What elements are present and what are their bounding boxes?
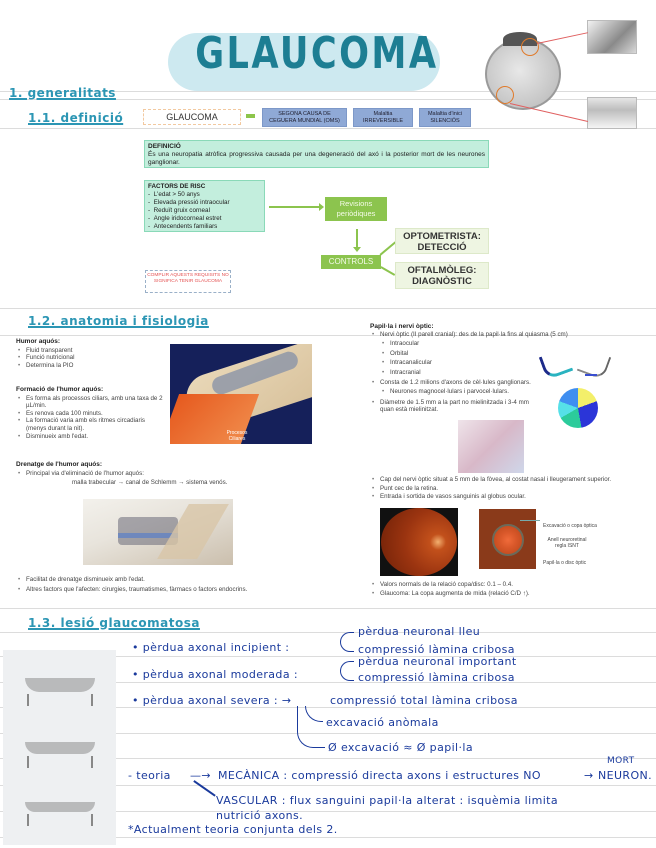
- ruled-line: [0, 128, 656, 129]
- angle-highlight-ring: [521, 38, 539, 56]
- arrow-icon: →: [584, 769, 594, 782]
- theory-vascular-1: VASCULAR : flux sanguini papil·la alterat : isquèmia limita: [216, 794, 559, 807]
- theory-label: - teoria: [128, 769, 171, 782]
- papilla-end: [370, 581, 640, 597]
- disc-label-rim: Anell neuroretinal regla ISNT: [547, 537, 587, 549]
- drenatge-block: Drenatge de l'humor aquós: • Principal via d'eliminació de l'humor aquós: malla trabecular → canal de Schlemm → sistema venós.: [16, 461, 291, 487]
- papilla-mid: [370, 476, 640, 501]
- arrow-icon: —→: [190, 769, 212, 782]
- controls-box: CONTROLS: [321, 255, 381, 269]
- theory-vascular-2: nutrició axons.: [216, 809, 304, 822]
- list-item: • Facilitat de drenatge disminueix amb l'edat.: [16, 576, 316, 584]
- section-heading-generalitats: 1. generalitats: [9, 86, 116, 100]
- lesion-row-severa: • pèrdua axonal severa : →: [132, 694, 292, 707]
- list-item: • Determina la PIO: [16, 362, 166, 370]
- papilla-block: Papil·la i nervi òptic: • Nervi òptic (II parell cranial): des de la papil·la fins al quiasma (5 cm) • Intraocular • Orbital • Intracanalicular • Intracranial • Consta de 1.2 milions d'axons de cèl·lules ganglionars. • Neurones magnocel·lulars i parvocel·lulars. • Diàmetre de 1.5 mm a la part no mielinitzada i 3-4 mm quan està mielinitzat.: [370, 323, 570, 414]
- optic-nerve-highlight-ring: [496, 86, 514, 104]
- risk-factors-title: FACTORS DE RISC: [148, 183, 206, 190]
- lamina-cribrosa-stages-illustration: [3, 650, 116, 845]
- equals-symbol: [246, 114, 255, 118]
- arrow-head-icon: [353, 247, 361, 252]
- trait-box-blindness: SEGONA CAUSA DE CEGUERA MUNDIAL (OMS): [262, 108, 347, 127]
- glaucoma-term-box: GLAUCOMA: [143, 109, 241, 125]
- arrow-head-icon: [319, 203, 324, 211]
- optic-nerve-fiber-pie: [558, 388, 598, 428]
- trabecular-meshwork-illustration: [83, 499, 233, 565]
- revisions-box: Revisions periòdiques: [325, 197, 387, 221]
- branch-text: compressió làmina cribosa: [358, 671, 515, 684]
- list-item: • Neurones magnocel·lulars i parvocel·lulars.: [370, 388, 570, 396]
- angle-detail-image: [587, 20, 637, 54]
- trait-box-irreversible: Malaltia IRREVERSIBLE: [353, 108, 413, 127]
- humor-aquos-block: Humor aquós: • Fluid transparent • Funció nutricional • Determina la PIO: [16, 338, 166, 369]
- optic-nerve-illustration: [458, 420, 524, 473]
- branch-text: Ø excavació ≈ Ø papil·la: [328, 741, 473, 754]
- definition-title: DEFINICIÓ: [148, 143, 181, 150]
- theory-note: *Actualment teoria conjunta dels 2.: [128, 823, 338, 836]
- branch-brace: [340, 661, 354, 681]
- branch-text: compressió làmina cribosa: [358, 643, 515, 656]
- definition-text: És una neuropatia atròfica progressiva causada per una degeneració del axó i la posterior mort de les neurones ganglionar.: [148, 151, 485, 166]
- formacio-block: Formació de l'humor aquós: • Es forma als processos ciliars, amb una taxa de 2 µL/min. • Es renova cada 100 minuts. • La formació varia amb els ritmes circadiaris (menys durant la nit). • Disminueix amb l'edat.: [16, 386, 164, 440]
- optic-disc-photo: [479, 509, 536, 569]
- branch-text: pèrdua neuronal important: [358, 655, 517, 668]
- list-item: • Diàmetre de 1.5 mm a la part no mielinitzada i 3-4 mm quan està mielinitzat.: [370, 399, 530, 414]
- list-item: • Cap del nervi òptic situat a 5 mm de la fòvea, al costat nasal i lleugerament superior.: [370, 476, 640, 484]
- list-item: • Intracanalicular: [370, 359, 570, 367]
- risk-factor-item: - Antecendents familiars: [148, 223, 218, 230]
- lesion-row-moderada: • pèrdua axonal moderada :: [132, 668, 298, 681]
- list-item: • Altres factors que l'afecten: cirurgies, traumatismes, fàrmacs o factors endocrins.: [16, 586, 316, 594]
- list-item: • Entrada i sortida de vasos sanguinis al globus ocular.: [370, 493, 640, 501]
- list-item: • Funció nutricional: [16, 354, 166, 362]
- risk-factor-item: - Elevada pressió intraocular: [148, 199, 230, 206]
- disc-label-cup: Excavació o copa òptica: [543, 523, 597, 529]
- risk-factor-item: - Reduït gruix corneal: [148, 207, 210, 214]
- list-item: • La formació varia amb els ritmes circadiaris (menys durant la nit).: [16, 417, 164, 432]
- branch-line: [380, 241, 396, 255]
- list-item: • Es renova cada 100 minuts.: [16, 410, 164, 418]
- legend-swatch: [585, 374, 597, 376]
- drainage-path: malla trabecular → canal de Schlemm → sistema venós.: [72, 479, 228, 487]
- disc-label-disc: Papil·la o disc òptic: [543, 560, 587, 566]
- list-item: • Punt cec de la retina.: [370, 485, 640, 493]
- risk-factor-item: - Angle iridocorneal estret: [148, 215, 222, 222]
- list-item: • Glaucoma: La copa augmenta de mida (relació C/D ↑).: [370, 590, 640, 598]
- optic-nerve-detail-image: [587, 97, 637, 129]
- section-heading-definicio: 1.1. definició: [28, 111, 124, 125]
- ophthalmologist-box: OFTALMÒLEG: DIAGNÒSTIC: [395, 262, 489, 289]
- list-item: • Orbital: [370, 350, 570, 358]
- list-item: • Fluid transparent: [16, 347, 166, 355]
- branch-curve: [297, 706, 325, 748]
- risk-factors-box: [144, 180, 265, 232]
- lesion-row-incipient: • pèrdua axonal incipient :: [132, 641, 290, 654]
- branch-line: [381, 266, 396, 275]
- theory-mechanical: MECÀNICA : compressió directa axons i estructures NO: [218, 769, 541, 782]
- optometrist-box: OPTOMETRISTA: DETECCIÓ: [395, 228, 489, 254]
- arrow-to-revisions: [269, 206, 321, 208]
- ruled-line: [0, 308, 656, 309]
- branch-text: compressió total làmina cribosa: [330, 694, 518, 707]
- risk-factor-item: - L'edat > 50 anys: [148, 191, 200, 198]
- list-item: • Nervi òptic (II parell cranial): des de la papil·la fins al quiasma (5 cm): [370, 331, 600, 339]
- ruled-line: [0, 632, 656, 633]
- arrow-to-controls: [356, 229, 358, 249]
- section-heading-lesio: 1.3. lesió glaucomatosa: [28, 616, 200, 630]
- page-title: GLAUCOMA: [195, 28, 439, 79]
- definition-box: [144, 140, 489, 168]
- connector-line: [537, 32, 588, 44]
- list-item: • Consta de 1.2 milions d'axons de cèl·lules ganglionars.: [370, 379, 570, 387]
- theory-neuron: NEURON.: [598, 769, 653, 782]
- section-heading-anatomia: 1.2. anatomia i fisiologia: [28, 314, 209, 328]
- list-item: • Principal via d'eliminació de l'humor aquós:: [16, 470, 291, 478]
- list-item: • Intraocular: [370, 340, 570, 348]
- list-item: • Es forma als processos ciliars, amb una taxa de 2 µL/min.: [16, 395, 164, 410]
- trait-box-silent: Malaltia d'inici SILENCIÓS: [419, 108, 471, 127]
- list-item: • Valors normals de la relació copa/disc: 0.1 – 0.4.: [370, 581, 640, 589]
- fundus-photo: [380, 508, 458, 576]
- diagonal-arrow-line: [194, 780, 216, 796]
- connector-line: [510, 103, 588, 122]
- list-item: • Intracranial: [370, 369, 570, 377]
- warning-note: COMPLIR AQUESTS REQUISITS NO SIGNIFICA TENIR GLAUCOMA: [145, 270, 231, 293]
- disc-label-lines: [520, 520, 540, 521]
- theory-mort: MORT: [607, 756, 635, 766]
- branch-text: excavació anòmala: [326, 716, 439, 729]
- list-item: • Disminueix amb l'edat.: [16, 433, 164, 441]
- ciliary-body-illustration: Procesos Ciliares: [170, 344, 312, 444]
- drenatge-extra: [16, 576, 316, 593]
- branch-brace: [340, 632, 354, 652]
- ruled-line: [0, 608, 656, 609]
- branch-text: pèrdua neuronal lleu: [358, 625, 481, 638]
